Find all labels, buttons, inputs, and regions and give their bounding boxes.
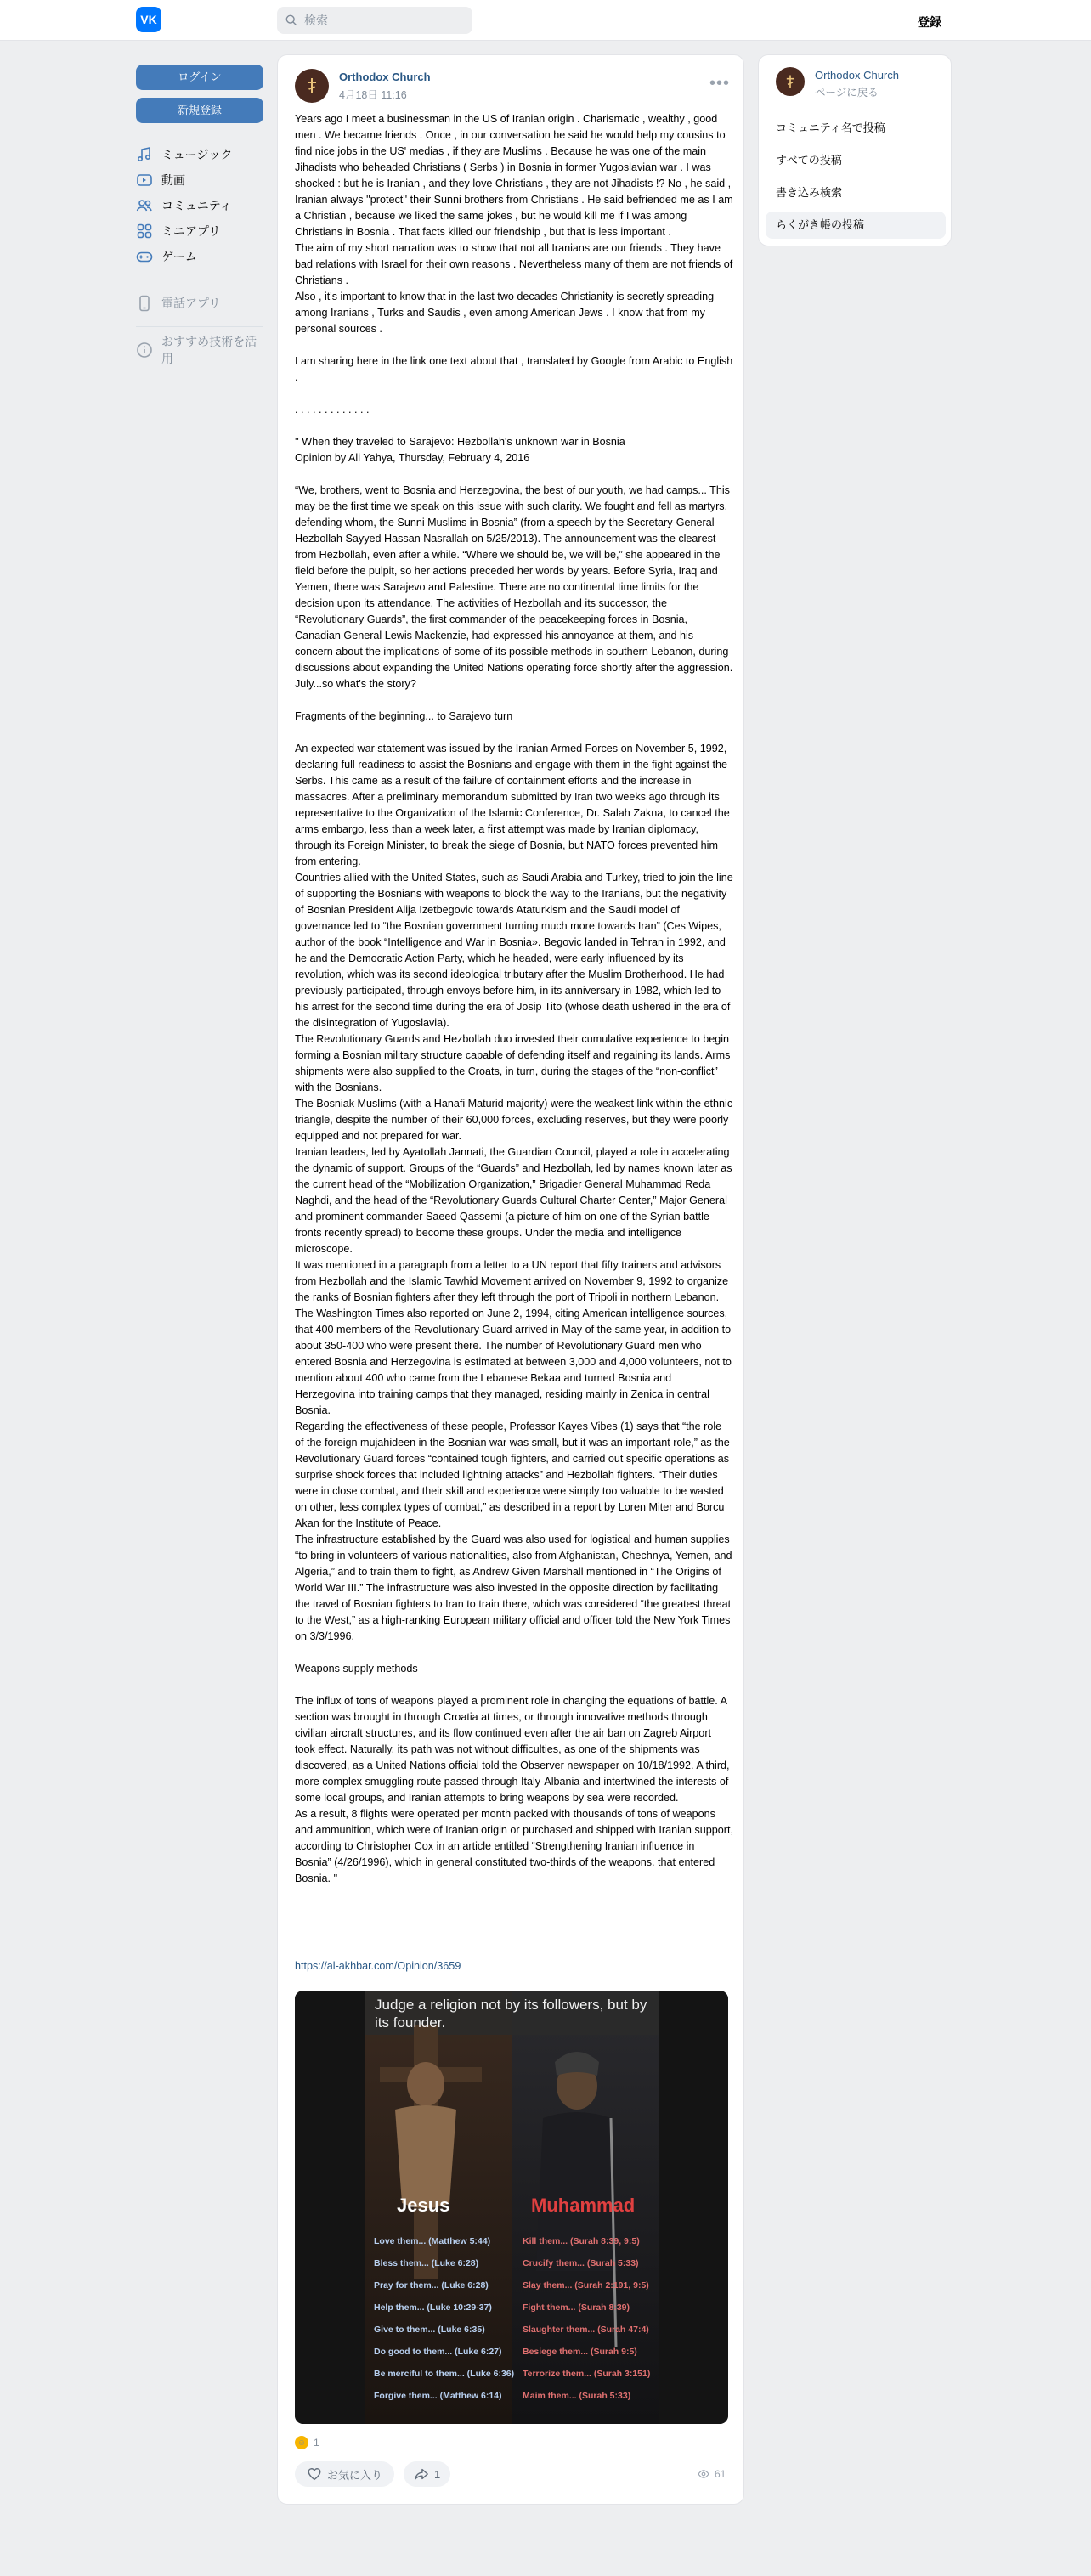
nav-item-music[interactable] bbox=[136, 142, 263, 167]
post-paragraph: Iranian leaders, led by Ayatollah Jannati, the Guardian Council, played a role in accelerating the dynamic of support. Groups of the “Guards” and Hezbollah, led by names known later as the current head of the “Mobilization Organization,” Brigadier General Muhammad Reda Naghdi, and the head of the “Revolutionary Guards Cultural Charter Center,” Major General and prominent commander Saeed Qassemi (a picture of him on one of the Syrian battle fronts recently spread) to become these groups. Under the media and intelligence microscope. bbox=[295, 1146, 736, 1255]
nav-item-label: ゲーム bbox=[161, 250, 197, 263]
register-link[interactable]: 登録 bbox=[918, 15, 941, 29]
views-count: 61 bbox=[715, 2468, 726, 2480]
post-paragraph: '' When they traveled to Sarajevo: Hezbollah's unknown war in Bosnia bbox=[295, 436, 625, 448]
post-image[interactable] bbox=[295, 1991, 728, 2424]
nav-item-games[interactable] bbox=[136, 244, 263, 269]
views-counter bbox=[698, 2468, 726, 2480]
post-paragraph: Weapons supply methods bbox=[295, 1663, 418, 1675]
jesus-list-item: Pray for them... (Luke 6:28) bbox=[374, 2280, 489, 2291]
like-label: お気に入り bbox=[327, 2468, 383, 2482]
nav-item-label: 動画 bbox=[161, 173, 185, 187]
share-count: 1 bbox=[434, 2467, 441, 2481]
muhammad-list-item: Fight them... (Surah 8:39) bbox=[523, 2302, 630, 2313]
post-paragraph: “We, brothers, went to Bosnia and Herzegovina, the best of our youth, we had camps... This may be the first time we speak on this issue with such clarity. We fought and fell as martyrs, defending whom, the Sunni Muslims in Bosnia” (from a speech by the Secretary-General Hezbollah Sayyed Hassan Nasrallah on 5/25/2013). The announcement was the clearest from Hezbollah, even after a while. “Where we should be, we will be,” she appeared in the field before the pulpit, so her actions preceded her words by years. Before Syria, Iraq and Yemen, there was Sarajevo and Palestine. There are no continental time limits for the decision upon its attendance. The activities of Hezbollah and its successor, the “Revolutionary Guards”, the first commander of the peacekeeping forces in Bosnia, Canadian General Lewis Mackenzie, had expressed his annoyance at them, and his concern about the implications of some of its possible methods in southern Lebanon, during discussions about expanding the United Nations operating force shortly after the aggression. July...so what's the story? bbox=[295, 484, 736, 690]
post-paragraph: Fragments of the beginning... to Sarajevo turn bbox=[295, 710, 513, 722]
nav-item-label: 電話アプリ bbox=[161, 297, 221, 310]
jesus-list-item: Help them... (Luke 10:29-37) bbox=[374, 2302, 492, 2313]
top-header bbox=[0, 0, 1091, 41]
jesus-list-item: Forgive them... (Matthew 6:14) bbox=[374, 2391, 502, 2401]
paragraph-gap bbox=[295, 725, 733, 741]
cross-emblem-icon bbox=[302, 76, 322, 96]
muhammad-list bbox=[523, 2230, 667, 2407]
nav-item-miniapps[interactable] bbox=[136, 218, 263, 244]
nav-item-video[interactable] bbox=[136, 167, 263, 193]
eye-icon bbox=[698, 2468, 709, 2480]
filter-search-posts[interactable]: 書き込み検索 bbox=[776, 186, 843, 199]
jesus-list-item: Give to them... (Luke 6:35) bbox=[374, 2325, 485, 2335]
post-paragraph: Years ago I meet a businessman in the US of Iranian origin . Charismatic , wealthy , good men . We became friends . Once , in our conversation he said he would help my cousins to find nice jobs in the US' medias , if they are Muslims . Because he was one of the main Jihadists who beheaded Christians ( Serbs ) in Bosnia in former Yugoslavian war . I was shocked : but he is Iranian , and they love Christians , they are not Jihadists !? No , he said , Iranian always ''protect'' their Sunni brothers from Christians . He said befriended me as I am a Christian , because we liked the same jokes , but he would kill me if I was among Christians in Bosnia . That facts killed our friendship , but that is less important . bbox=[295, 113, 737, 238]
search-input[interactable] bbox=[277, 7, 472, 34]
jesus-title: Jesus bbox=[397, 2195, 450, 2216]
reaction-count: 1 bbox=[314, 2437, 319, 2449]
post-paragraph: As a result, 8 flights were operated per month packed with thousands of tons of weapons and ammunition, which were of Iranian origin or purchased and shipped with Iranian support, according to Christopher Cox in an article entitled “Strengthening Iranian influence in Bosnia” (4/26/1996), which in general constituted two-thirds of the weapons. that entered Bosnia. '' bbox=[295, 1808, 737, 1884]
phone-icon bbox=[136, 295, 153, 312]
post-paragraph: It was mentioned in a paragraph from a letter to a UN report that fifty trainers and advisors from Hezbollah and the Islamic Tawhid Movement arrived on November 9, 1992 to organize the ranks of Bosnian fighters after they left through the port of Tripoli in northern Lebanon. The Washington Times also reported on June 2, 1994, citing American intelligence sources, that 400 members of the Revolutionary Guard arrived in May of the same year, in addition to about 350-400 who were present there. The number of Revolutionary Guard men who entered Bosnia and Herzegovina is estimated at between 3,000 and 4,000 volunteers, not to mention about 400 who came from the Lebanese Bekaa and turned Bosnia and Herzegovina into training camps that they managed, residing mainly in Zenica in central Bosnia. bbox=[295, 1259, 735, 1416]
video-icon bbox=[136, 172, 153, 189]
muhammad-title: Muhammad bbox=[531, 2195, 636, 2216]
paragraph-gap bbox=[295, 386, 733, 402]
jesus-list bbox=[374, 2230, 527, 2407]
filter-graffiti-posts[interactable]: らくがき帳の投稿 bbox=[766, 212, 946, 239]
post-author[interactable]: Orthodox Church bbox=[339, 71, 431, 83]
music-icon bbox=[136, 146, 153, 163]
post-paragraph: Regarding the effectiveness of these people, Professor Kayes Vibes (1) says that “the role of the foreign mujahideen in the Bosnian war was small, but it was an important role,” as the Revolutionary Guard forces “contained tough fighters, and carried out specific operations as surprise shock forces that included lightning attacks” and Hezbollah fighters. “Their duties were in close combat, and their skill and experience were simply too valuable to be wasted on other, less complex types of combat,” as described in a report by Loren Miter and Borcu Akan for the Institute of Peace. bbox=[295, 1421, 733, 1529]
jesus-list-item: Do good to them... (Luke 6:27) bbox=[374, 2347, 502, 2357]
muhammad-list-item: Besiege them... (Surah 9:5) bbox=[523, 2347, 637, 2357]
left-sidebar bbox=[136, 65, 263, 363]
search-placeholder: 検索 bbox=[304, 14, 328, 27]
muhammad-list-item: Kill them... (Surah 8:39, 9:5) bbox=[523, 2236, 640, 2246]
search-icon bbox=[285, 14, 297, 26]
nav-item-label: ミュージック bbox=[161, 148, 233, 161]
paragraph-gap bbox=[295, 692, 733, 709]
nav-item-label: おすすめ技術を活用 bbox=[161, 335, 257, 365]
muhammad-list-item: Terrorize them... (Surah 3:151) bbox=[523, 2369, 651, 2379]
community-avatar-small[interactable] bbox=[776, 67, 805, 96]
article-link[interactable]: https://al-akhbar.com/Opinion/3659 bbox=[295, 1960, 461, 1972]
back-to-page-link[interactable]: ページに戻る bbox=[815, 87, 879, 99]
people-icon bbox=[136, 197, 153, 214]
more-options-icon[interactable]: ••• bbox=[709, 74, 731, 93]
wall-post bbox=[277, 54, 744, 2505]
vk-logo[interactable]: VK bbox=[136, 7, 161, 32]
community-name-link[interactable]: Orthodox Church bbox=[815, 69, 899, 82]
nav-item-label: コミュニティ bbox=[161, 199, 232, 212]
post-paragraph: Countries allied with the United States, such as Saudi Arabia and Turkey, tried to join the line of supporting the Bosnians with weapons to block the way to the Iranians, but the negativity of Bosnian President Alija Izetbegovic towards Ataturkism and the Saudi model of governance led to “the Bosnian government turning much more towards Iran” (Ces Wipes, author of the book “Intelligence and War in Bosnia». Begovic landed in Tehran in 1992, and he and the Democratic Action Party, which he headed, were early influenced by its revolution, which was its second ideological tributary after the Muslim Brotherhood. He had previously participated, through envoys before him, in its anniversary in 1982, which led to his arrest for the second time during the era of Josip Tito (whose death ushered in the era of the disintegration of Yugoslavia). bbox=[295, 872, 737, 1029]
muhammad-list-item: Slaughter them... (Surah 47:4) bbox=[523, 2325, 649, 2335]
gamepad-icon bbox=[136, 248, 153, 265]
login-button[interactable]: ログイン bbox=[136, 65, 263, 90]
paragraph-gap bbox=[295, 466, 733, 483]
apps-icon bbox=[136, 223, 153, 240]
heart-icon bbox=[307, 2466, 322, 2482]
signup-button[interactable]: 新規登録 bbox=[136, 98, 263, 123]
post-paragraph: Also , it's important to know that in the last two decades Christianity is secretly spreading among Iranians , Turks and Saudis , even among American Jews . I know that from my personal sources . bbox=[295, 291, 717, 335]
filter-community-posts[interactable]: コミュニティ名で投稿 bbox=[776, 121, 885, 134]
post-paragraph: I am sharing here in the link one text about that , translated by Google from Arabic to English . bbox=[295, 355, 736, 383]
right-sidebar bbox=[758, 54, 952, 246]
post-text bbox=[295, 111, 737, 1887]
laugh-emoji-icon: ☺ bbox=[295, 2436, 308, 2449]
post-paragraph: Opinion by Ali Yahya, Thursday, February 4, 2016 bbox=[295, 452, 530, 464]
post-paragraph: An expected war statement was issued by the Iranian Armed Forces on November 5, 1992, declaring full readiness to assist the Bosnians and engage with them in the fight against the Serbs. This came as a result of the failure of containment efforts and the increase in massacres. After a preliminary memorandum submitted by Iran two weeks ago through its representative to the Organization of the Islamic Conference, Dr. Salah Zakna, to cancel the arms embargo, less than a week later, a first attempt was made by Iranian diplomacy, through its Foreign Minister, to break the siege of Bosnia, but NATO forces prevented him from entering. bbox=[295, 743, 733, 867]
cross-emblem-icon bbox=[782, 73, 799, 90]
jesus-list-item: Bless them... (Luke 6:28) bbox=[374, 2258, 479, 2268]
post-paragraph: The Bosniak Muslims (with a Hanafi Maturid majority) were the weakest link within the ethnic triangle, despite the number of their 60,000 forces, excluding reserves, but they were poorly equipped and not prepared for war. bbox=[295, 1098, 736, 1142]
muhammad-list-item: Maim them... (Surah 5:33) bbox=[523, 2391, 631, 2401]
image-caption: Judge a religion not by its followers, but by its founder. bbox=[375, 1997, 647, 2031]
post-paragraph: The aim of my short narration was to show that not all Iranians are our friends . They have bad relations with Israel for their own reasons . Nevertheless many of them are not friends of Christians . bbox=[295, 242, 736, 286]
share-icon bbox=[414, 2466, 429, 2482]
paragraph-gap bbox=[295, 418, 733, 434]
divider bbox=[136, 326, 263, 327]
muhammad-list-item: Slay them... (Surah 2:191, 9:5) bbox=[523, 2280, 649, 2291]
nav-item-recommend[interactable] bbox=[136, 337, 263, 363]
post-date[interactable]: 4月18日 11:16 bbox=[339, 89, 407, 101]
jesus-list-item: Love them... (Matthew 5:44) bbox=[374, 2236, 491, 2246]
info-icon bbox=[136, 342, 153, 359]
post-paragraph: The Revolutionary Guards and Hezbollah duo invested their cumulative experience to begin forming a Bosnian military structure capable of defending itself and regaining its lands. Arms shipments were also supplied to the Croats, in turn, during the stages of the “non-conflict” with the Bosnians. bbox=[295, 1033, 733, 1093]
post-paragraph: The influx of tons of weapons played a prominent role in changing the equations of battle. A section was brought in through Croatia at times, or through innovative methods through civilian aircraft structures, and its flow continued even after the air ban on Zagreb Airport took effect. Naturally, its path was not without difficulties, as one of the shipments was discovered, as a United Nations official told the Observer newspaper on 10/18/1992. A third, more complex smuggling route passed through Italy-Albania and intertwined the interests of some local groups, and Iranian attempts to bring weapons by sea were recorded. bbox=[295, 1695, 733, 1804]
post-paragraph: The infrastructure established by the Guard was also used for logistical and human supplies “to bring in volunteers of various nationalities, also from Afghanistan, Chechnya, Yemen, and Algeria,” and to train them to fight, as Andrew Given Marshall mentioned in “The Origins of World War III.” The infrastructure was also invested in the opposite direction by facilitating the travel of Bosnian fighters to Iran to train there, which was considered “the greatest threat to the West,” as a high-ranking European military official and officer told the New York Times on 3/3/1996. bbox=[295, 1534, 735, 1642]
post-paragraph: . . . . . . . . . . . . . bbox=[295, 404, 370, 415]
reactions-summary[interactable] bbox=[295, 2436, 319, 2449]
paragraph-gap bbox=[295, 1645, 733, 1661]
nav-item-phone-apps[interactable] bbox=[136, 291, 263, 316]
nav-item-label: ミニアプリ bbox=[161, 224, 221, 238]
nav-item-communities[interactable] bbox=[136, 193, 263, 218]
muhammad-list-item: Crucify them... (Surah 5:33) bbox=[523, 2258, 639, 2268]
like-button[interactable] bbox=[295, 2461, 394, 2487]
filter-all-posts[interactable]: すべての投稿 bbox=[776, 154, 842, 167]
jesus-list-item: Be merciful to them... (Luke 6:36) bbox=[374, 2369, 515, 2379]
paragraph-gap bbox=[295, 1677, 733, 1693]
community-avatar[interactable] bbox=[295, 69, 329, 103]
share-button[interactable] bbox=[404, 2461, 450, 2487]
paragraph-gap bbox=[295, 337, 733, 353]
